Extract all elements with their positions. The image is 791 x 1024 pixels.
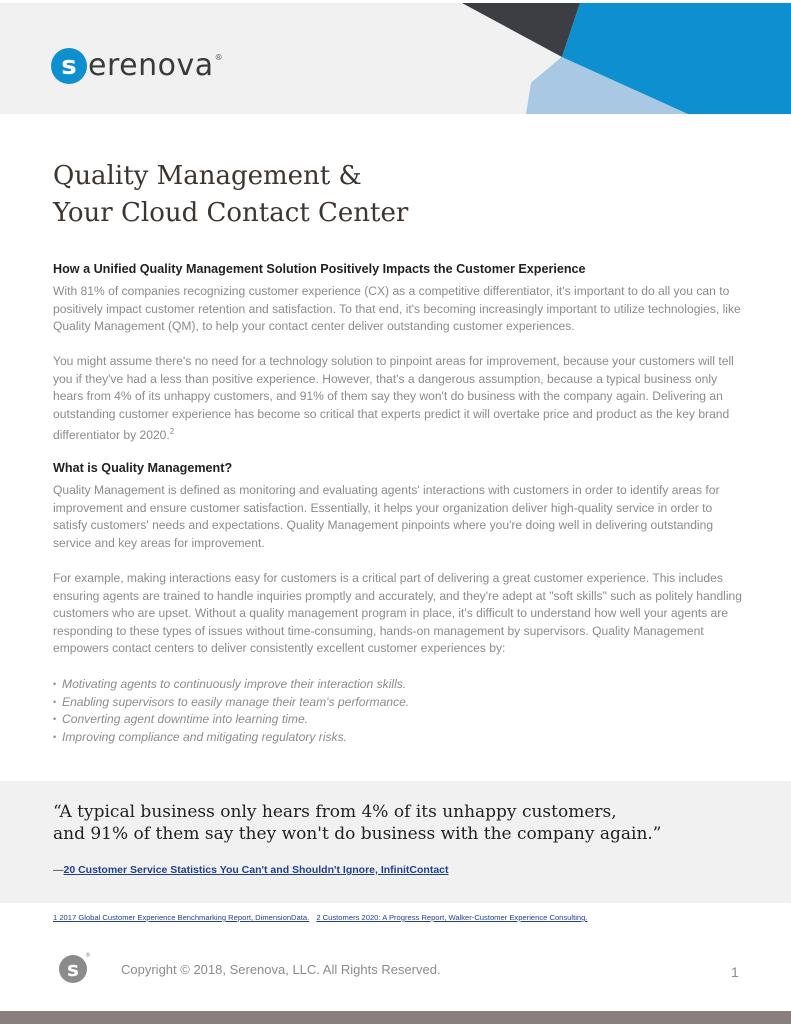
header-band — [0, 3, 791, 114]
logo-registered: ® — [214, 53, 223, 62]
footnotes — [53, 913, 592, 922]
benefits-list — [53, 676, 653, 746]
header-dark-shape — [462, 3, 580, 57]
list-item: • Motivating agents to continuously improve their interaction skills. — [53, 676, 653, 694]
serenova-logo — [51, 47, 223, 85]
section-1-paragraph-2 — [53, 353, 743, 445]
list-item: • Improving compliance and mitigating regulatory risks. — [53, 729, 653, 747]
quote-line-2: and 91% of them say they won't do business with the company again.” — [53, 824, 662, 844]
section-2-heading: What is Quality Management? — [53, 461, 233, 475]
footnote-ref-2: 2 — [169, 427, 175, 437]
quote-line-1: “A typical business only hears from 4% of its unhappy customers, — [53, 802, 617, 822]
section-1-paragraph-2-text: You might assume there's no need for a technology solution to pinpoint areas for improvement, because your customers will tell you if they've had a less than positive experience. However, that's a dangerous assumption, because a typical business only hears from 4% of its unhappy customers, and 91% of them say they won't do business with the company again. Delivering an outstanding customer experience has become so critical that experts predict it will overtake price and product as the key brand differentiator by 2020. — [53, 354, 734, 443]
section-2-paragraph-2: For example, making interactions easy for customers is a critical part of delivering a great customer experience. This includes ensuring agents are trained to handle inquiries promptly and accurately, and they're adept at "soft skills" such as politely handling customers who are upset. Without a quality management program in place, it's difficult to understand how well your agents are responding to these types of issues without time-consuming, hands-on management by supervisors. Quality Management empowers contact centers to deliver consistently excellent customer experiences by: — [53, 571, 742, 656]
logo-mark: s — [51, 48, 87, 84]
title-line-1: Quality Management & — [53, 161, 362, 191]
footer-bar — [0, 1011, 791, 1024]
quote-source-link[interactable]: 20 Customer Service Statistics You Can't and Shouldn't Ignore, InfinitContact — [63, 864, 449, 876]
footer-logo-registered: ® — [85, 952, 91, 959]
quote-cite-dash: — — [53, 864, 64, 876]
footnote-link-2[interactable]: 2 Customers 2020: A Progress Report, Walker-Customer Experience Consulting. — [316, 913, 588, 922]
footnote-link-1[interactable]: 1 2017 Global Customer Experience Benchmarking Report, DimensionData. — [53, 913, 310, 922]
pull-quote — [53, 801, 753, 845]
list-item: • Enabling supervisors to easily manage their team's performance. — [53, 694, 653, 712]
section-2-paragraph-1: Quality Management is defined as monitoring and evaluating agents' interactions with customers in order to identify areas for improvement and ensure customer satisfaction. Essentially, it helps your organization deliver high-quality service in order to satisfy customers' needs and expectations. Quality Management pinpoints where you're doing well in delivering outstanding service and key areas for improvement. — [53, 483, 720, 550]
footer-logo-icon: s — [59, 955, 87, 983]
page-number: 1 — [731, 964, 739, 980]
quote-citation — [53, 864, 449, 876]
section-1-paragraph-1: With 81% of companies recognizing customer experience (CX) as a competitive differentiator, it's important to do all you can to positively impact customer retention and satisfaction. To that end, it's becoming increasingly important to utilize technologies, like Quality Management (QM), to help your contact center deliver outstanding customer experiences. — [53, 284, 741, 334]
page-title — [53, 158, 653, 232]
logo-wordmark: erenova — [88, 48, 214, 83]
section-1-heading: How a Unified Quality Management Solution Positively Impacts the Customer Experience — [53, 262, 586, 276]
list-item: • Converting agent downtime into learning time. — [53, 711, 653, 729]
copyright-text: Copyright © 2018, Serenova, LLC. All Rights Reserved. — [121, 962, 441, 977]
title-line-2: Your Cloud Contact Center — [53, 198, 409, 228]
